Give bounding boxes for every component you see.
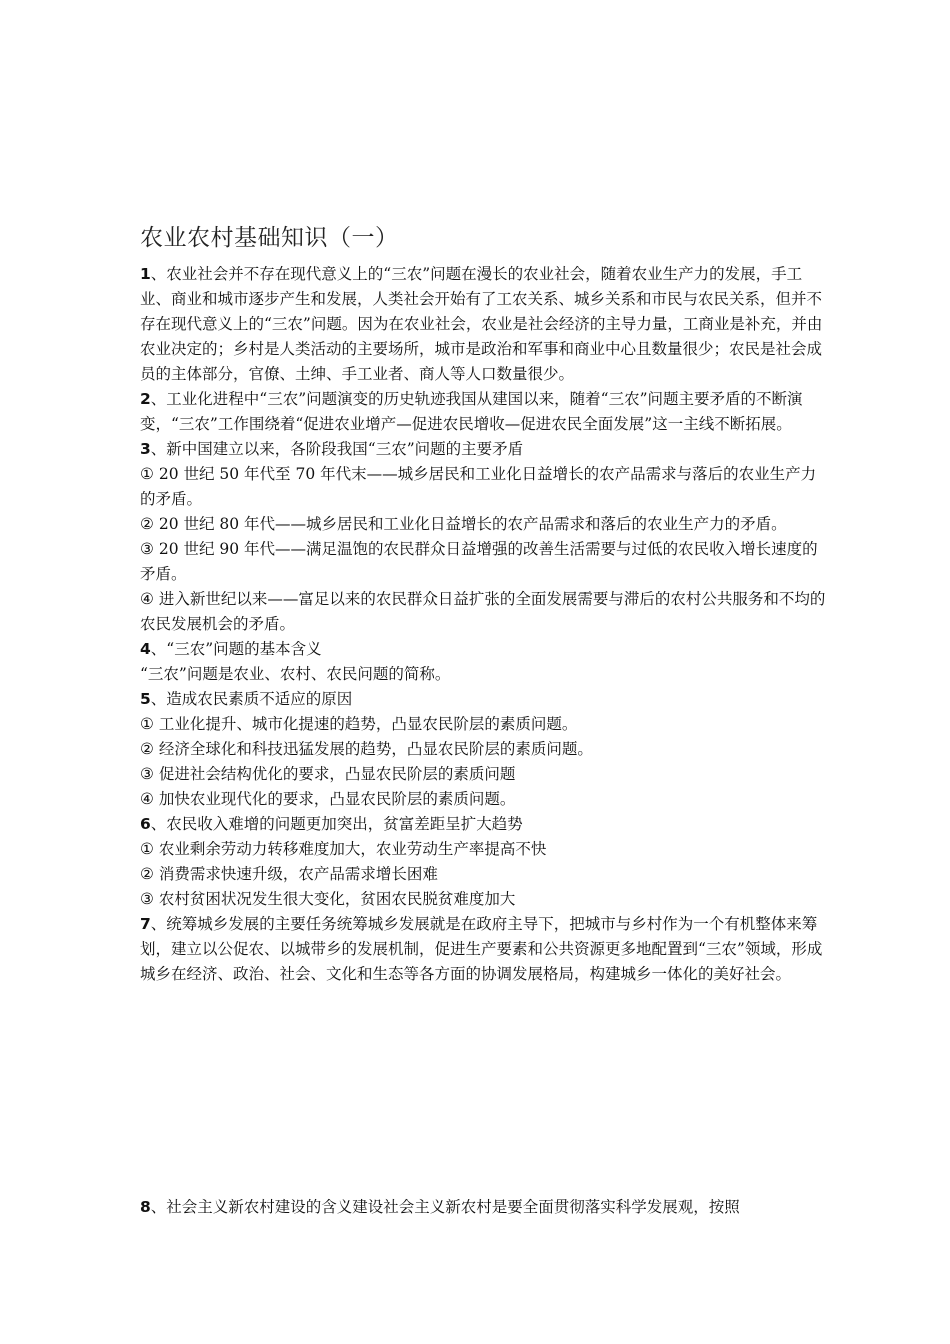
list-item-text: 加快农业现代化的要求，凸显农民阶层的素质问题。 <box>153 790 516 808</box>
paragraph-2 <box>140 387 830 437</box>
document-body-continued <box>140 1195 830 1220</box>
circled-number-1: ① <box>140 465 154 483</box>
circled-number-1: ① <box>140 715 154 733</box>
list-item-text: 20 世纪 80 年代——城乡居民和工业化日益增长的农产品需求和落后的农业生产力的矛盾。 <box>153 515 787 533</box>
section-number: 6 <box>140 815 151 833</box>
heading-4 <box>140 637 830 662</box>
list-item-text: 20 世纪 90 年代——满足温饱的农民群众日益增强的改善生活需要与过低的农民收入增长速度的矛盾。 <box>140 540 818 583</box>
heading-6 <box>140 812 830 837</box>
paragraph-4-body: “三农”问题是农业、农村、农民问题的简称。 <box>140 665 451 683</box>
list-item-text: 经济全球化和科技迅猛发展的趋势，凸显农民阶层的素质问题。 <box>153 740 593 758</box>
list-item <box>140 537 830 587</box>
section-number: 2 <box>140 390 151 408</box>
list-item <box>140 462 830 512</box>
circled-number-2: ② <box>140 740 154 758</box>
list-item-text: 农业剩余劳动力转移难度加大，农业劳动生产率提高不快 <box>153 840 547 858</box>
list-item <box>140 762 830 787</box>
paragraph-text: 、工业化进程中“三农”问题演变的历史轨迹我国从建国以来，随着“三农”问题主要矛盾的不断演变，“三农”工作围绕着“促进农业增产—促进农民增收—促进农民全面发展”这一主线不断拓展。 <box>140 390 803 433</box>
circled-number-3: ③ <box>140 765 154 783</box>
circled-number-4: ④ <box>140 790 154 808</box>
circled-number-3: ③ <box>140 540 154 558</box>
circled-number-4: ④ <box>140 590 154 608</box>
section-number: 7 <box>140 915 151 933</box>
heading-5 <box>140 687 830 712</box>
circled-number-1: ① <box>140 840 154 858</box>
circled-number-2: ② <box>140 865 154 883</box>
paragraph-8 <box>140 1195 830 1220</box>
list-item-text: 促进社会结构优化的要求，凸显农民阶层的素质问题 <box>153 765 516 783</box>
paragraph-text: 、社会主义新农村建设的含义建设社会主义新农村是要全面贯彻落实科学发展观，按照 <box>150 1198 740 1216</box>
section-number: 3 <box>140 440 151 458</box>
list-item-text: 工业化提升、城市化提速的趋势，凸显农民阶层的素质问题。 <box>153 715 578 733</box>
section-number: 8 <box>140 1198 151 1216</box>
paragraph-text: 、农业社会并不存在现代意义上的“三农”问题在漫长的农业社会，随着农业生产力的发展，手工业、商业和城市逐步产生和发展，人类社会开始有了工农关系、城乡关系和市民与农民关系，但并不存在现代意义上的“三农”问题。因为在农业社会，农业是社会经济的主导力量，工商业是补充，并由农业决定的；乡村是人类活动的主要场所，城市是政治和军事和商业中心且数量很少；农民是社会成员的主体部分，官僚、土绅、手工业者、商人等人口数量很少。 <box>140 265 823 383</box>
heading-text: 、造成农民素质不适应的原因 <box>150 690 353 708</box>
circled-number-2: ② <box>140 515 154 533</box>
section-number: 4 <box>140 640 151 658</box>
list-item-text: 进入新世纪以来——富足以来的农民群众日益扩张的全面发展需要与滞后的农村公共服务和不均的农民发展机会的矛盾。 <box>140 590 826 633</box>
list-item <box>140 712 830 737</box>
list-item-text: 20 世纪 50 年代至 70 年代末——城乡居民和工业化日益增长的农产品需求与落后的农业生产力的矛盾。 <box>140 465 817 508</box>
heading-3 <box>140 437 830 462</box>
heading-text: 、农民收入难增的问题更加突出，贫富差距呈扩大趋势 <box>150 815 523 833</box>
list-item-text: 农村贫困状况发生很大变化，贫困农民脱贫难度加大 <box>153 890 516 908</box>
section-number: 1 <box>140 265 151 283</box>
list-item <box>140 587 830 637</box>
list-item <box>140 862 830 887</box>
list-item <box>140 787 830 812</box>
paragraph-text: 、统筹城乡发展的主要任务统筹城乡发展就是在政府主导下，把城市与乡村作为一个有机整体来筹划，建立以公促农、以城带乡的发展机制，促进生产要素和公共资源更多地配置到“三农”领域，形成城乡在经济、政治、社会、文化和生态等各方面的协调发展格局，构建城乡一体化的美好社会。 <box>140 915 823 983</box>
section-number: 5 <box>140 690 151 708</box>
list-item-text: 消费需求快速升级，农产品需求增长困难 <box>153 865 438 883</box>
paragraph-7 <box>140 912 830 987</box>
paragraph-1 <box>140 262 830 387</box>
list-item <box>140 887 830 912</box>
list-item <box>140 512 830 537</box>
heading-text: 、新中国建立以来，各阶段我国“三农”问题的主要矛盾 <box>150 440 524 458</box>
document-title: 农业农村基础知识（一） <box>140 225 399 251</box>
list-item <box>140 737 830 762</box>
list-item <box>140 837 830 862</box>
heading-text: 、“三农”问题的基本含义 <box>150 640 322 658</box>
circled-number-3: ③ <box>140 890 154 908</box>
document-body <box>140 262 830 987</box>
